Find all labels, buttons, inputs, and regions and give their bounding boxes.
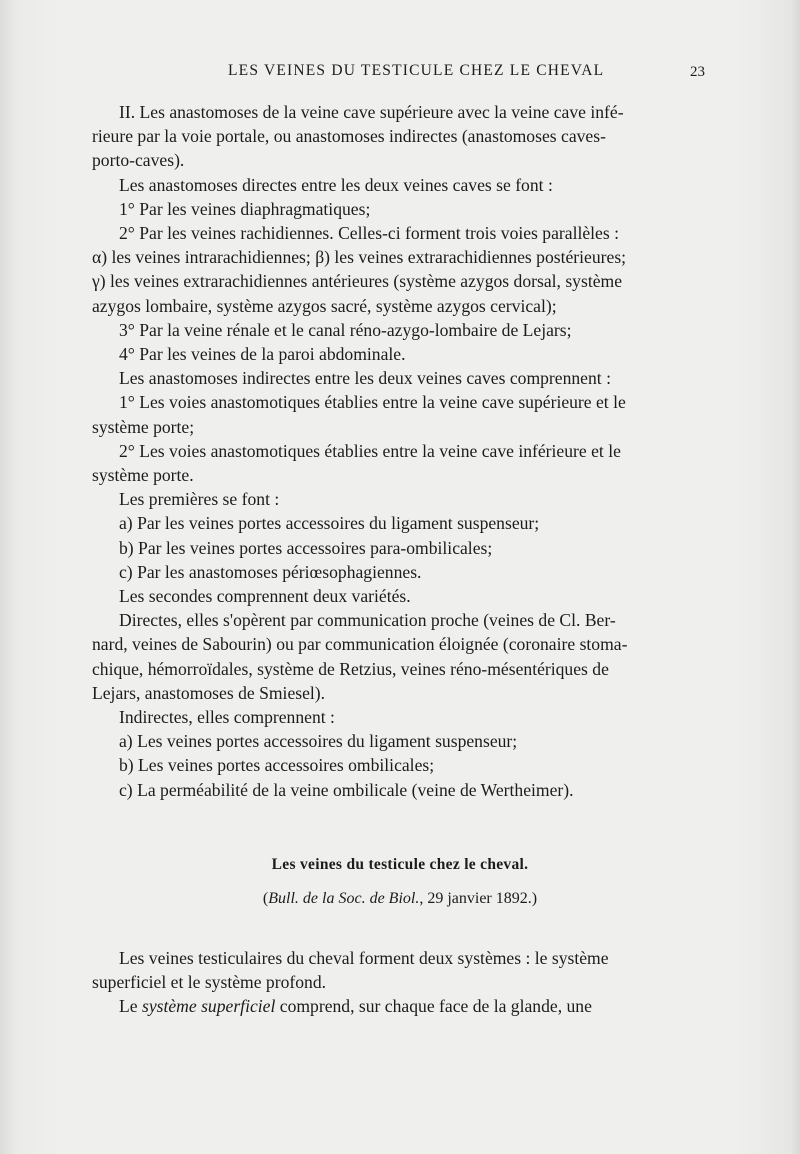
citation-date: , 29 janvier 1892.) — [419, 890, 538, 907]
line: α) les veines intrarachidiennes; β) les veines extrarachidiennes postérieures; — [92, 247, 627, 268]
section-citation — [0, 890, 800, 908]
line: Les premières se font : — [119, 489, 280, 510]
line: II. Les anastomoses de la veine cave supérieure avec la veine cave infé- — [119, 102, 624, 122]
paragraph — [119, 753, 708, 777]
paragraph — [92, 390, 708, 438]
paragraph — [119, 366, 708, 390]
line: système porte; — [92, 416, 195, 437]
p2-start: Le — [119, 996, 142, 1017]
line: a) Par les veines portes accessoires du ligament suspenseur; — [119, 513, 540, 534]
line: b) Les veines portes accessoires ombilicales; — [119, 755, 435, 776]
paragraph — [92, 221, 708, 318]
line: porto-caves). — [92, 150, 185, 171]
paragraph — [119, 487, 708, 511]
paragraph — [92, 439, 708, 487]
paragraph — [119, 536, 708, 560]
line: nard, veines de Sabourin) ou par communication éloignée (coronaire stoma- — [92, 634, 628, 655]
line: Indirectes, elles comprennent : — [119, 707, 335, 728]
running-head-title: LES VEINES DU TESTICULE CHEZ LE CHEVAL — [228, 62, 605, 79]
body-text — [92, 100, 708, 802]
paragraph — [119, 729, 708, 753]
paragraph — [119, 705, 708, 729]
line: azygos lombaire, système azygos sacré, système azygos cervical); — [92, 295, 557, 316]
line: Lejars, anastomoses de Smiesel). — [92, 682, 326, 703]
p2-end: comprend, sur chaque face de la glande, une — [275, 996, 592, 1017]
line: superficiel et le système profond. — [92, 972, 327, 993]
line: Les secondes comprennent deux variétés. — [119, 586, 411, 607]
line: a) Les veines portes accessoires du ligament suspenseur; — [119, 731, 518, 752]
line: b) Par les veines portes accessoires para-ombilicales; — [119, 537, 493, 558]
paragraph — [119, 511, 708, 535]
line: Les anastomoses indirectes entre les deux veines caves comprennent : — [119, 368, 611, 389]
page-number: 23 — [690, 64, 705, 80]
section-title: Les veines du testicule chez le cheval. — [271, 856, 529, 873]
paragraph — [119, 318, 708, 342]
section-body — [92, 946, 708, 1019]
paragraph — [119, 584, 708, 608]
paragraph — [119, 197, 708, 221]
line: chique, hémorroïdales, système de Retzius, veines réno-mésentériques de — [92, 658, 609, 679]
line: Directes, elles s'opèrent par communication proche (veines de Cl. Ber- — [119, 610, 616, 631]
line: γ) les veines extrarachidiennes antérieures (système azygos dorsal, système — [92, 271, 623, 292]
p2-italic: système superficiel — [141, 996, 276, 1017]
line: 2° Par les veines rachidiennes. Celles-ci forment trois voies parallèles : — [119, 223, 619, 244]
line: Les veines testiculaires du cheval forment deux systèmes : le système — [119, 948, 609, 968]
citation-journal: Bull. de la Soc. de Biol. — [268, 890, 420, 907]
line: 4° Par les veines de la paroi abdominale. — [119, 344, 406, 365]
section-paragraph-1 — [92, 946, 708, 994]
line: 2° Les voies anastomotiques établies entre la veine cave inférieure et le — [119, 440, 621, 461]
line: 1° Par les veines diaphragmatiques; — [119, 198, 371, 219]
line: c) Par les anastomoses périœsophagiennes. — [119, 561, 422, 582]
line: 3° Par la veine rénale et le canal réno-azygo-lombaire de Lejars; — [119, 319, 572, 340]
section-paragraph-2 — [119, 994, 708, 1018]
line: rieure par la voie portale, ou anastomoses indirectes (anastomoses caves- — [92, 126, 606, 147]
paragraph — [119, 778, 708, 802]
paragraph — [92, 608, 708, 705]
paragraph — [119, 560, 708, 584]
line: 1° Les voies anastomotiques établies entre la veine cave supérieure et le — [119, 392, 626, 413]
paragraph — [119, 342, 708, 366]
line: Les anastomoses directes entre les deux veines caves se font : — [119, 174, 553, 195]
line: système porte. — [92, 465, 194, 486]
citation-open: ( — [262, 890, 269, 907]
line: c) La perméabilité de la veine ombilicale (veine de Wertheimer). — [119, 779, 574, 800]
running-head — [0, 62, 800, 86]
paragraph — [92, 100, 708, 173]
paragraph — [119, 173, 708, 197]
